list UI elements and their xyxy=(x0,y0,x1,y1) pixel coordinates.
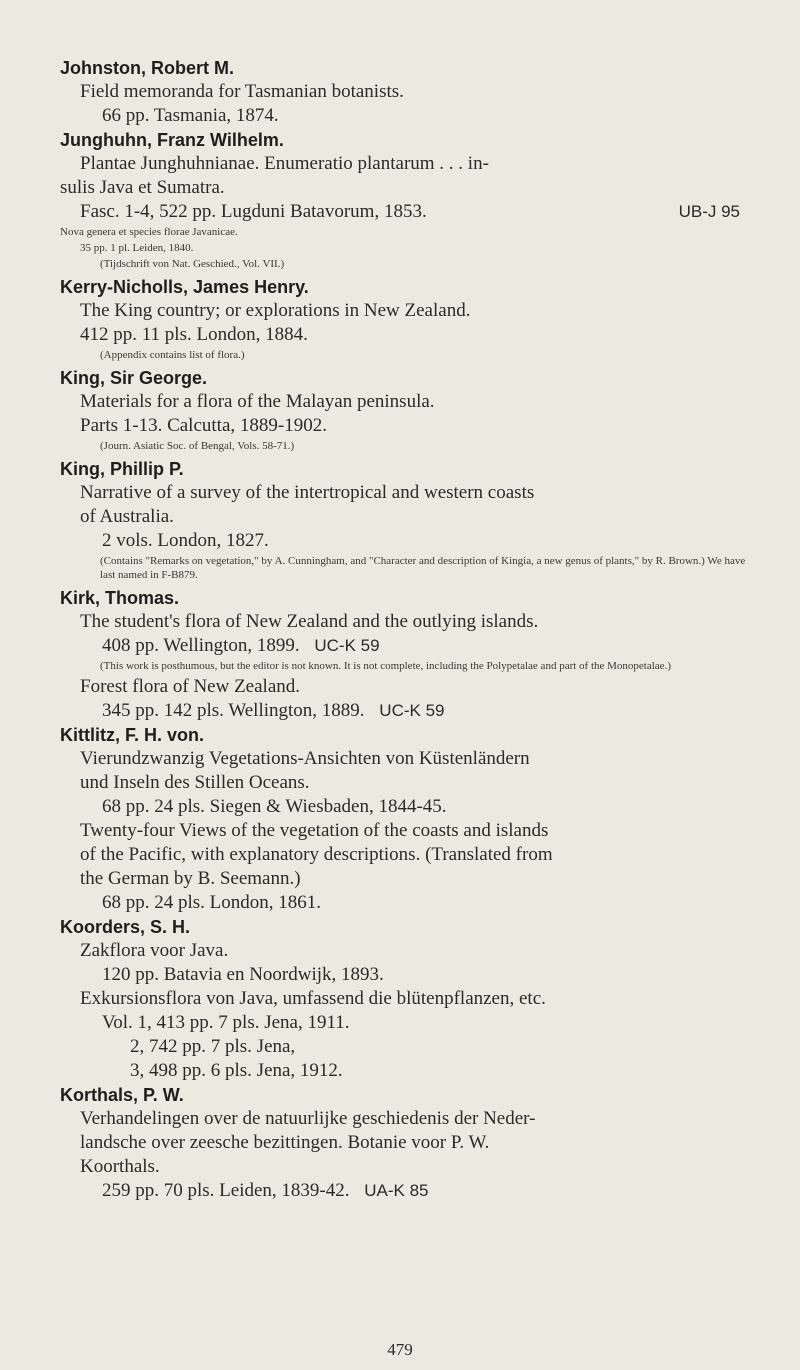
entry-koorders xyxy=(60,915,770,1083)
title-line: und Inseln des Stillen Oceans. xyxy=(80,772,310,793)
author-heading: Kerry-Nicholls, James Henry. xyxy=(60,277,309,297)
title-line: Koorthals. xyxy=(80,1156,160,1177)
entry-johnston xyxy=(60,56,770,128)
author-heading: Junghuhn, Franz Wilhelm. xyxy=(60,130,284,150)
imprint-text: Fasc. 1-4, 522 pp. Lugduni Batavorum, 1853. xyxy=(80,201,427,222)
author-heading: Korthals, P. W. xyxy=(60,1085,184,1105)
call-number: UC-K 59 xyxy=(379,701,445,720)
imprint-line xyxy=(60,634,770,658)
author-heading: King, Phillip P. xyxy=(60,459,184,479)
title-line: The student's flora of New Zealand and the outlying islands. xyxy=(80,611,539,632)
volume-line: 3, 498 pp. 6 pls. Jena, 1912. xyxy=(130,1060,343,1081)
author-heading: Kittlitz, F. H. von. xyxy=(60,725,204,745)
entry-kittlitz xyxy=(60,723,770,915)
title-line: Forest flora of New Zealand. xyxy=(80,676,301,697)
imprint-line xyxy=(60,699,770,723)
entry-korthals xyxy=(60,1083,770,1203)
note-line: (This work is posthumous, but the editor is not known. It is not complete, including the Polypetalae and part of the Monopetalae.) xyxy=(100,660,671,672)
title-line: Narrative of a survey of the intertropical and western coasts xyxy=(80,482,535,503)
title-line: landsche over zeesche bezittingen. Botanie voor P. W. xyxy=(80,1132,490,1153)
entry-kerry-nicholls xyxy=(60,275,770,362)
author-heading: King, Sir George. xyxy=(60,368,208,388)
imprint-line: 68 pp. 24 pls. Siegen & Wiesbaden, 1844-45. xyxy=(102,796,447,817)
entry-king-george xyxy=(60,366,770,453)
note-line: (Appendix contains list of flora.) xyxy=(100,349,245,361)
call-number: UA-K 85 xyxy=(364,1181,429,1200)
imprint-text: 259 pp. 70 pls. Leiden, 1839-42. xyxy=(102,1180,350,1201)
title-line: Exkursionsflora von Java, umfassend die blütenpflanzen, etc. xyxy=(80,988,546,1009)
title-line: Vierundzwanzig Vegetations-Ansichten von Küstenländern xyxy=(80,748,530,769)
title-line: The King country; or explorations in New Zealand. xyxy=(80,300,471,321)
imprint-text: 408 pp. Wellington, 1899. xyxy=(102,635,300,656)
call-number: UB-J 95 xyxy=(678,202,740,221)
title-line: the German by B. Seemann.) xyxy=(80,868,301,889)
entry-king-phillip xyxy=(60,457,770,582)
note-line: (Contains "Remarks on vegetation," by A. Cunningham, and "Character and description of Kingia, a new genus of plants," by R. Brown.) We have last named in F-B879. xyxy=(100,555,746,581)
note-line: 35 pp. 1 pl. Leiden, 1840. xyxy=(80,242,194,254)
title-line: of Australia. xyxy=(80,506,174,527)
note-line: (Journ. Asiatic Soc. of Bengal, Vols. 58-71.) xyxy=(100,440,295,452)
imprint-text: 345 pp. 142 pls. Wellington, 1889. xyxy=(102,700,365,721)
author-heading: Koorders, S. H. xyxy=(60,917,191,937)
entry-junghuhn xyxy=(60,128,770,271)
title-line: Verhandelingen over de natuurlijke geschiedenis der Neder- xyxy=(80,1108,536,1129)
note-line: (Tijdschrift von Nat. Geschied., Vol. VII.) xyxy=(100,258,285,270)
volume-line: Vol. 1, 413 pp. 7 pls. Jena, 1911. xyxy=(102,1012,350,1033)
imprint-line: 2 vols. London, 1827. xyxy=(102,530,269,551)
title-line: Plantae Junghuhnianae. Enumeratio plantarum . . . in- xyxy=(80,153,489,174)
imprint-line: 120 pp. Batavia en Noordwijk, 1893. xyxy=(102,964,384,985)
imprint-line: Parts 1-13. Calcutta, 1889-1902. xyxy=(80,415,327,436)
title-line: Twenty-four Views of the vegetation of the coasts and islands xyxy=(80,820,549,841)
title-line: of the Pacific, with explanatory descriptions. (Translated from xyxy=(80,844,553,865)
note-line: Nova genera et species florae Javanicae. xyxy=(60,226,238,238)
entry-kirk xyxy=(60,586,770,723)
author-heading: Kirk, Thomas. xyxy=(60,588,180,608)
imprint-line xyxy=(60,1179,770,1203)
page-number: 479 xyxy=(387,1340,413,1359)
imprint-line: 66 pp. Tasmania, 1874. xyxy=(102,105,279,126)
title-line: Materials for a flora of the Malayan peninsula. xyxy=(80,391,435,412)
title-line: Field memoranda for Tasmanian botanists. xyxy=(80,81,404,102)
imprint-line: 412 pp. 11 pls. London, 1884. xyxy=(80,324,308,345)
imprint-line xyxy=(60,200,770,224)
call-number: UC-K 59 xyxy=(314,636,380,655)
volume-line: 2, 742 pp. 7 pls. Jena, xyxy=(130,1036,296,1057)
author-heading: Johnston, Robert M. xyxy=(60,58,234,78)
title-line: sulis Java et Sumatra. xyxy=(60,177,225,198)
imprint-line: 68 pp. 24 pls. London, 1861. xyxy=(102,892,322,913)
title-line: Zakflora voor Java. xyxy=(80,940,229,961)
